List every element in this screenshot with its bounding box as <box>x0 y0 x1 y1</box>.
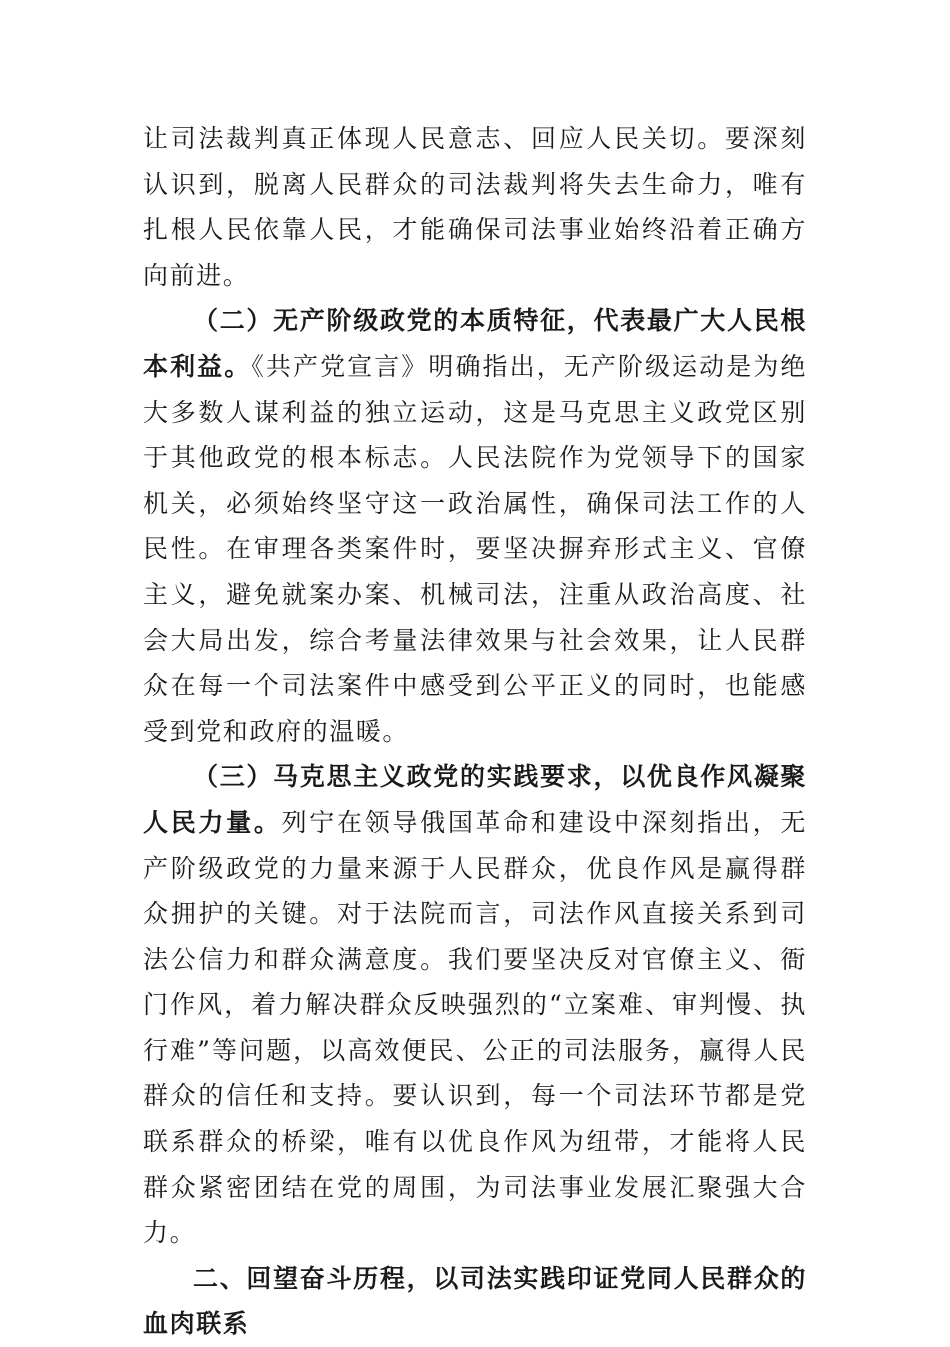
section-heading: 二、回望奋斗历程，以司法实践印证党同人民群众的血肉联系 <box>143 1263 807 1339</box>
paragraph-text: 《共产党宣言》明确指出，无产阶级运动是为绝大多数人谋利益的独立运动，这是马克思主义政党区别于其他政党的根本标志。人民法院作为党领导下的国家机关，必须始终坚守这一政治属性，确保司法工作的人民性。在审理各类案件时，要坚决摒弃形式主义、官僚主义，避免就案办案、机械司法，注重从政治高度、社会大局出发，综合考量法律效果与社会效果，让人民群众在每一个司法案件中感受到公平正义的同时，也能感受到党和政府的温暖。 <box>143 351 808 746</box>
document-body <box>143 116 807 1347</box>
paragraph-text: 列宁在领导俄国革命和建设中深刻指出，无产阶级政党的力量来源于人民群众，优良作风是赢得群众拥护的关键。对于法院而言，司法作风直接关系到司法公信力和群众满意度。我们要坚决反对官僚主义、衙门作风，着力解决群众反映强烈的“立案难、审判慢、执行难”等问题，以高效便民、公正的司法服务，赢得人民群众的信任和支持。要认识到，每一个司法环节都是党联系群众的桥梁，唯有以优良作风为纽带，才能将人民群众紧密团结在党的周围，为司法事业发展汇聚强大合力。 <box>143 807 807 1248</box>
subsection-title: （三）马克思主义政党的实践要求，以优良作风凝聚人民力量。 <box>143 762 807 837</box>
paragraph-text: 让司法裁判真正体现人民意志、回应人民关切。要深刻认识到，脱离人民群众的司法裁判将失去生命力，唯有扎根人民依靠人民，才能确保司法事业始终沿着正确方向前进。 <box>143 124 807 290</box>
paragraph-subsection-2 <box>143 298 807 754</box>
subsection-title: （二）无产阶级政党的本质特征，代表最广大人民根本利益。 <box>143 306 807 381</box>
paragraph-subsection-3 <box>143 754 807 1256</box>
paragraph-continuation <box>143 116 807 298</box>
